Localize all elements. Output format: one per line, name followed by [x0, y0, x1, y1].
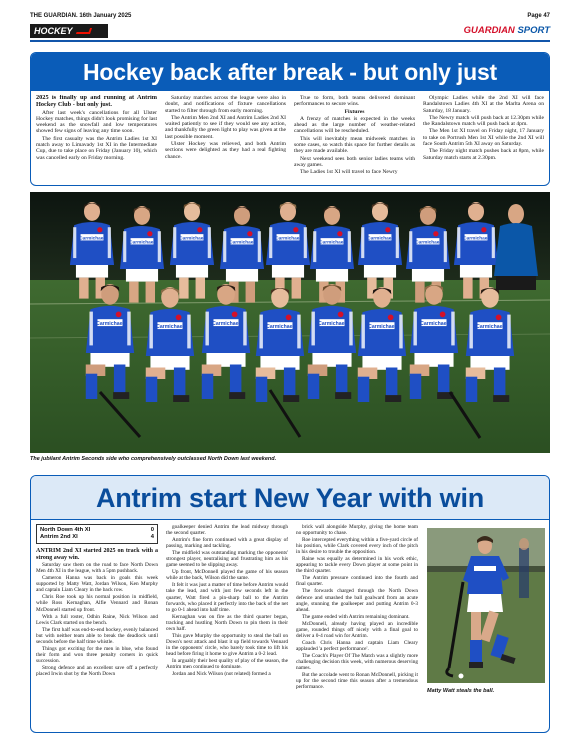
score-team: Antrim 2nd XI — [40, 534, 78, 540]
guardian-sport-logo — [440, 25, 550, 38]
paragraph: Coach Chris Hanna and captain Liam Cleary applauded 'a perfect performance'. — [296, 639, 418, 652]
hockey-stick-icon — [75, 28, 91, 34]
shirt-sponsor-text: Carmichael — [367, 236, 393, 242]
shirt-sponsor-text: Carmichael — [368, 323, 396, 330]
story1-headline: Hockey back after break - but only just — [31, 53, 549, 91]
score-team: North Down 4th XI — [40, 527, 91, 533]
story2-column — [36, 524, 158, 730]
story2-body — [36, 524, 418, 730]
paragraph: The first half was end-to-end hockey, evenly balanced but with neither team able to break the deadlock until seconds before the half time whistle. — [36, 626, 158, 645]
paragraph: Up front, McDonnell played the game of his season while at the back, Wilson did the same. — [166, 569, 288, 582]
paragraph: It felt it was just a matter of time before Antrim would take the lead, and with just few seconds left in the quarter, Watt fired a pin-sharp ball to the Antrim forwards, who placed it perfectly into the back of the net to go 0-1 ahead into half time. — [166, 582, 288, 613]
story-antrim-start — [30, 475, 550, 733]
lead-paragraph: 2025 is finally up and running at Antrim Hockey Club - but only just. — [36, 95, 157, 108]
paragraph: Roe intercepted everything within a five-yard circle of his position, while Clark covered every inch of the pitch in his desire to trouble the opposition. — [296, 537, 418, 556]
shirt-sponsor-text: Carmichael — [179, 236, 205, 242]
paragraph: Cameron Hanna was back in goals this week supported by Matty Watt, Jordan Wilson, Ken Murphy and captain Liam Cleary in the back row. — [36, 575, 158, 594]
hockey-section-tag — [30, 24, 108, 38]
hockey-label: HOCKEY — [34, 26, 73, 36]
story1-column — [165, 95, 286, 181]
paragraph: This gave Murphy the opportunity to steal the ball on Down's next attack and blast it up field towards Vennard in the opponents' circle, who barely took time to lift his head before firing it home to give Antrim a 0-2 lead. — [166, 632, 288, 657]
paragraph: The midfield was outstanding marking the opponents' strongest player, neutralising and frustrating him as his game seemed to be slipping away. — [166, 550, 288, 569]
shirt-sponsor-text: Carmichael — [156, 323, 184, 330]
score-line — [40, 534, 154, 541]
paragraph: With a full roster, Odhin Raine, Nick Wilson and Lewis Clark started on the bench. — [36, 613, 158, 626]
shirt-sponsor-text: Carmichael — [266, 323, 294, 330]
story1-column — [423, 95, 544, 181]
paragraph: The Men 1st XI travel on Friday night, 17 January to take on Portrush Men 1st XI while the 2nd XI will face South Antrim 5th XI away on Saturday. — [423, 128, 544, 148]
story2-headline: Antrim start New Year with win — [31, 476, 549, 520]
player-action-illustration — [427, 528, 545, 683]
story2-column-text — [296, 524, 418, 690]
shirt-sponsor-text: Carmichael — [420, 320, 448, 327]
team-photo-caption: The jubilant Antrim Seconds side who comprehensively outclassed North Down last weekend. — [30, 456, 277, 462]
paragraph: After last week's cancellations for all Ulster Hockey matches, things didn't look promising for last weekend as the snowfall and low temperatures showed few signs of leaving any time soon. — [36, 109, 157, 135]
paragraph: But the accolade went to Ronan McDonnell, picking it up for the second time this season after a tremendous performance. — [296, 672, 418, 691]
lead-paragraph: ANTRIM 2nd XI started 2025 on track with a strong away win. — [36, 548, 158, 561]
score-box — [36, 524, 158, 544]
paragraph: Things got exciting for the men in blue, who found their form and won three penalty corners in quick succession. — [36, 645, 158, 664]
shirt-sponsor-text: Carmichael — [318, 320, 346, 327]
paragraph: The Ladies 1st XI will travel to face Newry — [300, 169, 398, 176]
paragraph: The Coach's Player Of The Match was a slightly more challenging decision this week, with numerous deserving names. — [296, 652, 418, 672]
subheading: Fixtures — [344, 108, 365, 115]
paragraph: goalkeeper denied Antrim the lead midway through the second quarter. — [166, 524, 288, 537]
paragraph: True to form, both teams delivered dominant performances to secure wins. — [294, 95, 415, 108]
shirt-sponsor-text: Carmichael — [476, 323, 504, 330]
shirt-sponsor-text: Carmichael — [319, 240, 345, 246]
player-photo-caption: Matty Watt steals the ball. — [427, 688, 495, 694]
paragraph: brick wall alongside Murphy, giving the home team no opportunity to chase. — [296, 524, 418, 537]
paragraph: In arguably their best quality of play of the season, the Antrim men continued to dominate. — [166, 657, 288, 671]
story1-column — [36, 95, 157, 181]
story2-column-text — [166, 524, 288, 677]
shirt-sponsor-text: Carmichael — [96, 320, 124, 327]
shirt-sponsor-text: Carmichael — [463, 236, 489, 242]
paragraph: Kernaghan was on fire as the third quarter began, tracking and hustling North Down to pin them in their own half. — [166, 613, 288, 632]
team-photo — [30, 192, 550, 453]
paragraph: McDonnell, already having played an incredible game, rounded things off nicely with a final goal to deliver a 0-4 road win for Antrim. — [296, 620, 418, 639]
story-hockey-back — [30, 52, 550, 186]
paragraph: Raine was equally as determined in his work ethic, appearing to tackle every Down player at some point in the third quarter. — [296, 556, 418, 575]
paragraph: A frenzy of matches is expected in the weeks ahead as the large number of weather-related cancellations will be rescheduled. — [294, 115, 415, 135]
paragraph: The Friday night match pushes back at 8pm, while Saturday match starts at 2.30pm. — [423, 148, 544, 161]
paragraph: Next weekend sees both senior ladies teams with away games. — [294, 155, 415, 168]
story2-column-text — [36, 548, 158, 677]
score-value: 4 — [150, 534, 154, 540]
shirt-sponsor-text: Carmichael — [415, 240, 441, 246]
paragraph: This will inevitably mean midweek matches in some cases, so watch this space for further details as they are made available. — [294, 135, 415, 155]
paragraph: The forwards charged through the North Down defence and smashed the ball goalward from an acute angle, stunning the goalkeeper and putting Antrim 0-3 ahead. — [296, 588, 418, 613]
score-line — [40, 527, 154, 534]
story1-body — [31, 91, 549, 185]
paragraph: The game ended with Antrim remaining dominant. — [302, 613, 410, 620]
paragraph: The Antrim Men 2nd XI and Antrim Ladies 2nd XI waited patiently to see if they would see any action, and thankfully the green light to play was given at the last possible moment. — [165, 114, 286, 140]
paragraph: The Antrim pressure continued into the fourth and final quarter. — [296, 575, 418, 588]
paragraph: Strong defence and an excellent save off a perfectly placed Irwin shot by the North Down — [36, 664, 158, 677]
story1-column — [294, 95, 415, 181]
shirt-sponsor-text: Carmichael — [129, 240, 155, 246]
shirt-sponsor-text: Carmichael — [275, 236, 301, 242]
top-rule — [30, 40, 550, 42]
team-photo-illustration — [30, 192, 550, 453]
story2-column — [296, 524, 418, 730]
story2-column — [166, 524, 288, 730]
paragraph: The first casualty was the Antrim Ladies 1st XI match away to Limavady 1st XI in the Intermediate Cup, due to take place on Friday (January 10), which was cancelled early on Friday morning. — [36, 135, 157, 161]
paragraph: Chris Roe took up his normal position in midfield, while Ross Kernaghan, Alfie Vennard and Ronan McDonnell started up front. — [36, 594, 158, 613]
logo-guardian: GUARDIAN — [463, 25, 515, 36]
logo-sport: SPORT — [517, 25, 550, 36]
paragraph: Ulster Hockey was relieved, and both Antrim sections were delighted as they had a real fighting chance. — [165, 141, 286, 160]
paragraph: Antrim's fine form continued with a great display of passing, marking and tackling. — [166, 537, 288, 550]
player-action-photo — [427, 528, 545, 683]
score-value: 0 — [150, 527, 154, 533]
paragraph: The Newry match will push back at 12.30pm while the Randalstown match will push back at 4pm. — [423, 114, 544, 128]
masthead-paper-date: THE GUARDIAN. 16th January 2025 — [30, 13, 132, 19]
shirt-sponsor-text: Carmichael — [79, 236, 105, 242]
shirt-sponsor-text: Carmichael — [229, 240, 255, 246]
paragraph: Olympic Ladies while the 2nd XI will face Randalstown Ladies 4th XI at the Marlta Arena on Saturday, 18 January. — [423, 95, 544, 114]
paragraph: Saturday saw them on the road to face North Down Men 4th XI in the league, with a 5pm pushback. — [36, 562, 158, 575]
shirt-sponsor-text: Carmichael — [212, 320, 240, 327]
masthead — [30, 10, 550, 22]
paragraph: Saturday matches across the league were also in doubt, and notifications of fixture cancellations started to filter through from early morning. — [165, 95, 286, 114]
paragraph: Jordan and Nick Wilson (not related) formed a — [172, 671, 271, 678]
page-number: Page 47 — [527, 13, 550, 19]
